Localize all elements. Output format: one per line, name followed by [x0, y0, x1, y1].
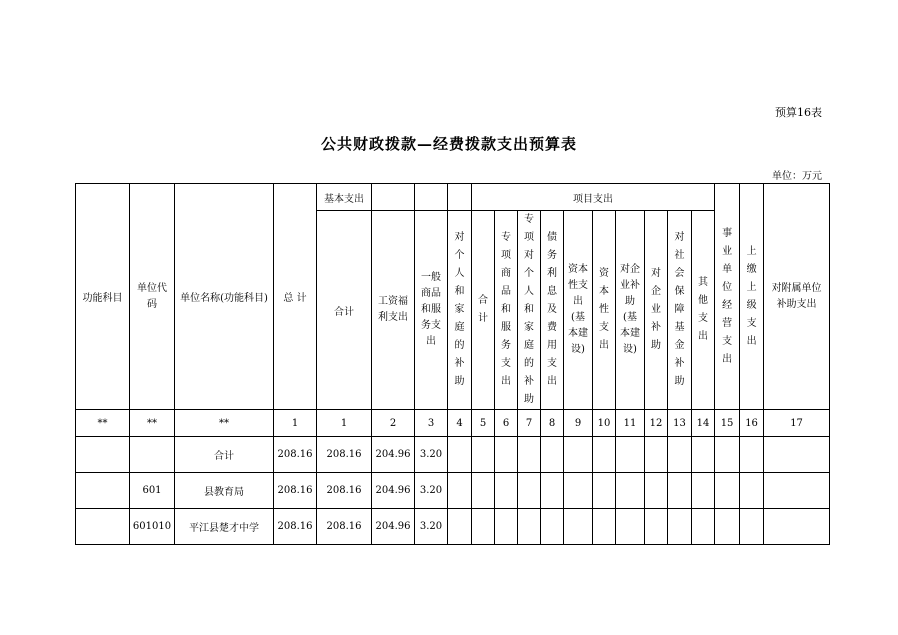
code-cell: [130, 437, 175, 473]
index-cell: 11: [616, 410, 645, 437]
header-proj-goods-services: 专项商品和服务支出: [495, 211, 518, 410]
index-cell: 15: [715, 410, 740, 437]
salary-cell: 204.96: [372, 473, 415, 509]
header-other: 其他支出: [692, 211, 715, 410]
unit-label: 单位：万元: [772, 171, 822, 182]
index-cell: 3: [415, 410, 448, 437]
index-cell: **: [76, 410, 130, 437]
code-cell: 601010: [130, 509, 175, 545]
goods-cell: 3.20: [415, 509, 448, 545]
header-blank-a: [372, 184, 415, 211]
index-cell: 10: [593, 410, 616, 437]
basic-sum-cell: 208.16: [317, 509, 372, 545]
index-cell: 14: [692, 410, 715, 437]
table-row: [76, 473, 830, 509]
header-capital: 资本性支出: [593, 211, 616, 410]
func-cell: [76, 473, 130, 509]
index-cell: 17: [764, 410, 830, 437]
goods-cell: 3.20: [415, 473, 448, 509]
code-cell: 601: [130, 473, 175, 509]
header-blank-b: [415, 184, 448, 211]
header-function-subject: 功能科目: [76, 184, 130, 410]
total-cell: 208.16: [274, 437, 317, 473]
index-cell: 9: [564, 410, 593, 437]
header-unit-code: 单位代码: [130, 184, 175, 410]
form-number: 预算16表: [775, 106, 822, 119]
index-cell: 1: [274, 410, 317, 437]
goods-cell: 3.20: [415, 437, 448, 473]
basic-sum-cell: 208.16: [317, 437, 372, 473]
header-capital-basic-construction: 资本性支出(基本建设): [564, 211, 593, 410]
header-enterprise-subsidy: 对企业补助: [645, 211, 668, 410]
header-salary-welfare: 工资福利支出: [372, 211, 415, 410]
salary-cell: 204.96: [372, 509, 415, 545]
total-cell: 208.16: [274, 509, 317, 545]
basic-sum-cell: 208.16: [317, 473, 372, 509]
index-cell: 12: [645, 410, 668, 437]
page-title: 公共财政拨款—经费拨款支出预算表: [320, 135, 577, 153]
total-cell: 208.16: [274, 473, 317, 509]
budget-table: [75, 183, 830, 545]
header-proj-sum: 合计: [472, 211, 495, 410]
header-proj-personal-subsidy: 专项对个人和家庭的补助: [518, 211, 541, 410]
index-cell: 16: [740, 410, 764, 437]
index-cell: 6: [495, 410, 518, 437]
header-blank-c: [448, 184, 472, 211]
header-basic-expense: 基本支出: [317, 184, 372, 211]
index-cell: 5: [472, 410, 495, 437]
index-cell: 1: [317, 410, 372, 437]
header-unit-name: 单位名称(功能科目): [175, 184, 274, 410]
header-basic-sum: 合计: [317, 211, 372, 410]
header-debt-interest: 债务利息及费用支出: [541, 211, 564, 410]
header-enterprise-subsidy-basic: 对企业补助(基本建设): [616, 211, 645, 410]
index-cell: 4: [448, 410, 472, 437]
header-total: 总 计: [274, 184, 317, 410]
table-row: [76, 509, 830, 545]
header-personal-subsidy: 对个人和家庭的补助: [448, 211, 472, 410]
header-social-security-fund: 对社会保障基金补助: [668, 211, 692, 410]
header-project-expense: 项目支出: [472, 184, 715, 211]
name-cell: 县教育局: [175, 473, 274, 509]
index-cell: **: [175, 410, 274, 437]
index-cell: 13: [668, 410, 692, 437]
index-cell: 7: [518, 410, 541, 437]
header-public-institution-operation: 事业单位经营支出: [715, 184, 740, 410]
index-cell: 2: [372, 410, 415, 437]
func-cell: [76, 437, 130, 473]
func-cell: [76, 509, 130, 545]
index-cell: **: [130, 410, 175, 437]
name-cell: 平江县楚才中学: [175, 509, 274, 545]
header-affiliated-subsidy: 对附属单位补助支出: [764, 184, 830, 410]
index-cell: 8: [541, 410, 564, 437]
salary-cell: 204.96: [372, 437, 415, 473]
name-cell: 合计: [175, 437, 274, 473]
table-row: [76, 437, 830, 473]
header-upper-remit: 上缴上级支出: [740, 184, 764, 410]
header-goods-services: 一般商品和服务支出: [415, 211, 448, 410]
